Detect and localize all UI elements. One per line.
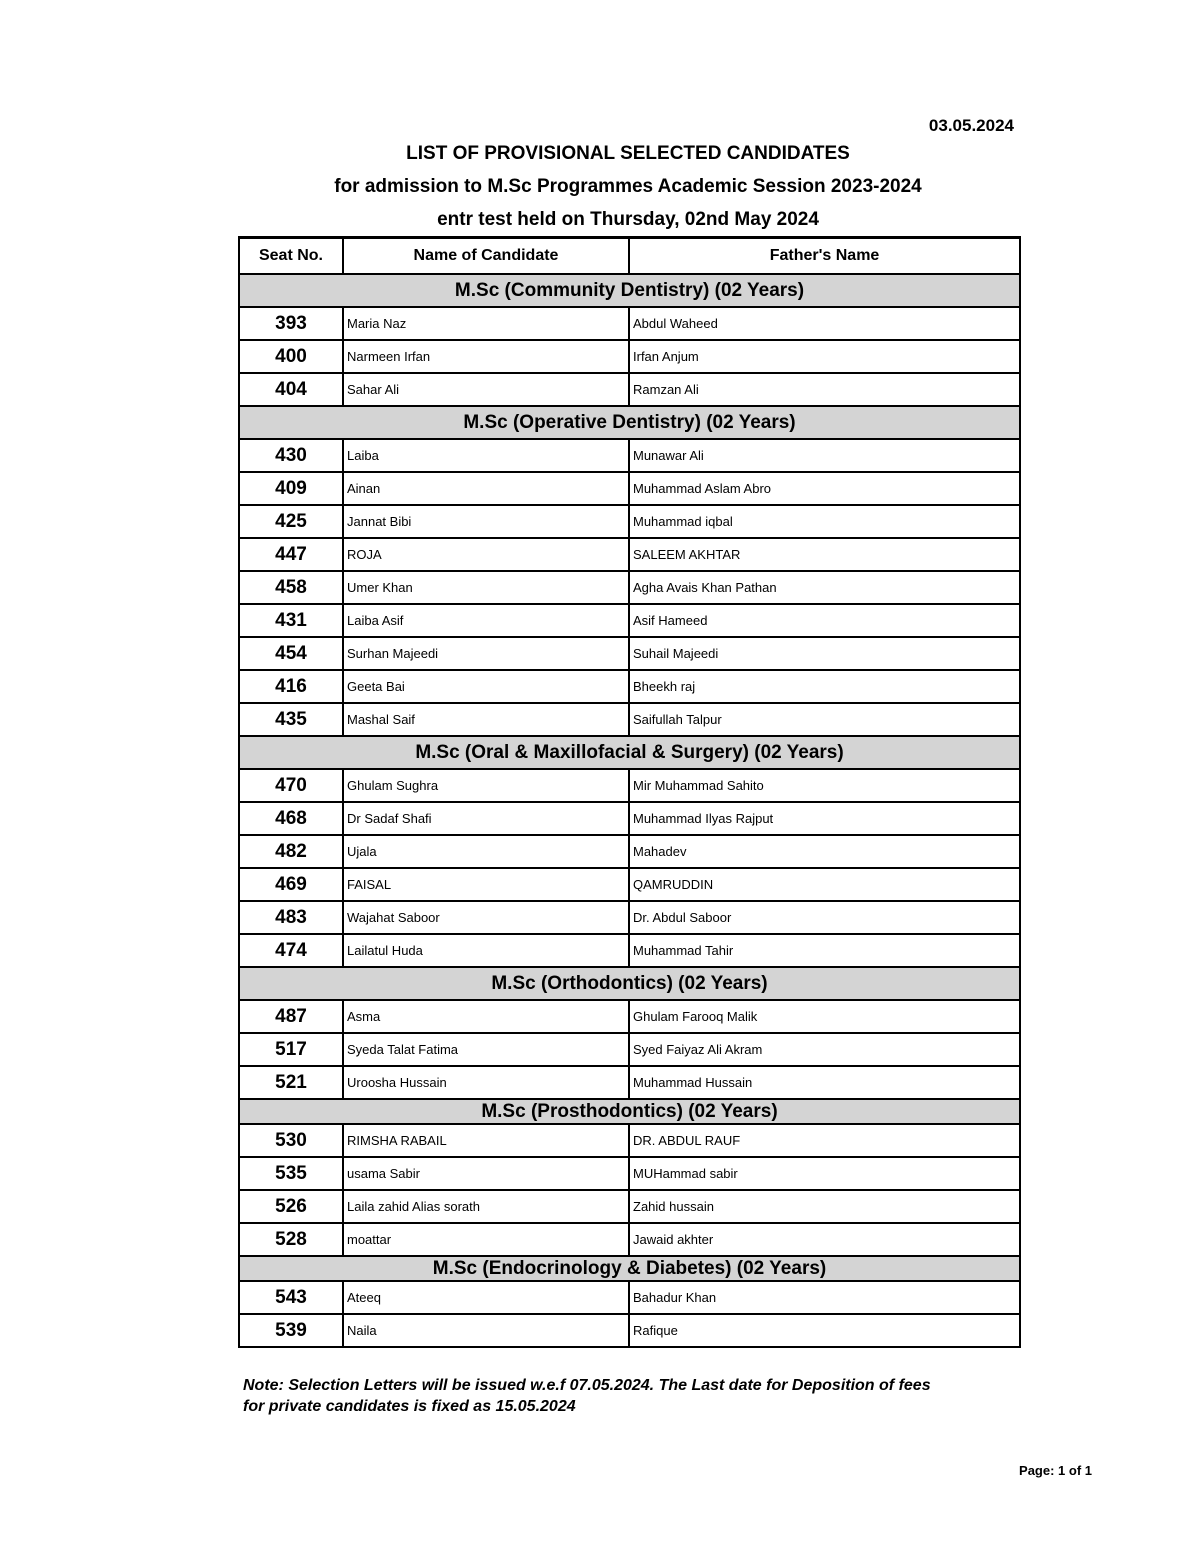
father-name-cell: Zahid hussain <box>629 1190 1020 1223</box>
candidate-name-cell: Syeda Talat Fatima <box>343 1033 629 1066</box>
seat-number-cell: 487 <box>239 1000 343 1033</box>
table-row <box>239 1000 1020 1033</box>
seat-number-cell: 430 <box>239 439 343 472</box>
table-row <box>239 505 1020 538</box>
candidate-name-cell: Jannat Bibi <box>343 505 629 538</box>
candidate-name-cell: Uroosha Hussain <box>343 1066 629 1099</box>
table-row <box>239 1281 1020 1314</box>
seat-number-cell: 470 <box>239 769 343 802</box>
father-name-cell: Dr. Abdul Saboor <box>629 901 1020 934</box>
seat-number-cell: 483 <box>239 901 343 934</box>
father-name-cell: Mahadev <box>629 835 1020 868</box>
father-name-cell: Agha Avais Khan Pathan <box>629 571 1020 604</box>
table-row <box>239 1157 1020 1190</box>
table-row <box>239 1033 1020 1066</box>
father-name-cell: Rafique <box>629 1314 1020 1347</box>
seat-number-cell: 535 <box>239 1157 343 1190</box>
candidate-name-cell: Umer Khan <box>343 571 629 604</box>
table-row <box>239 934 1020 967</box>
candidate-name-cell: Ghulam Sughra <box>343 769 629 802</box>
seat-number-cell: 447 <box>239 538 343 571</box>
father-name-cell: Muhammad iqbal <box>629 505 1020 538</box>
father-name-cell: Muhammad Hussain <box>629 1066 1020 1099</box>
table-row <box>239 901 1020 934</box>
column-header-seat-no: Seat No. <box>239 238 343 275</box>
father-name-cell: Munawar Ali <box>629 439 1020 472</box>
seat-number-cell: 539 <box>239 1314 343 1347</box>
seat-number-cell: 409 <box>239 472 343 505</box>
seat-number-cell: 474 <box>239 934 343 967</box>
table-header-row <box>239 238 1020 275</box>
table-row <box>239 670 1020 703</box>
program-section-title: M.Sc (Operative Dentistry) (02 Years) <box>239 406 1020 439</box>
seat-number-cell: 435 <box>239 703 343 736</box>
program-section-title: M.Sc (Community Dentistry) (02 Years) <box>239 274 1020 307</box>
table-row <box>239 571 1020 604</box>
seat-number-cell: 404 <box>239 373 343 406</box>
table-row <box>239 472 1020 505</box>
candidate-name-cell: Naila <box>343 1314 629 1347</box>
candidate-name-cell: Mashal Saif <box>343 703 629 736</box>
father-name-cell: Syed Faiyaz Ali Akram <box>629 1033 1020 1066</box>
seat-number-cell: 393 <box>239 307 343 340</box>
seat-number-cell: 458 <box>239 571 343 604</box>
table-row <box>239 802 1020 835</box>
document-title: LIST OF PROVISIONAL SELECTED CANDIDATES <box>406 143 850 164</box>
candidate-name-cell: Geeta Bai <box>343 670 629 703</box>
candidate-name-cell: Maria Naz <box>343 307 629 340</box>
seat-number-cell: 400 <box>239 340 343 373</box>
candidate-name-cell: FAISAL <box>343 868 629 901</box>
table-row <box>239 1223 1020 1256</box>
seat-number-cell: 543 <box>239 1281 343 1314</box>
father-name-cell: Mir Muhammad Sahito <box>629 769 1020 802</box>
father-name-cell: MUHammad sabir <box>629 1157 1020 1190</box>
father-name-cell: Bahadur Khan <box>629 1281 1020 1314</box>
table-row <box>239 340 1020 373</box>
page-number: Page: 1 of 1 <box>1019 1463 1092 1478</box>
note-line-1: Note: Selection Letters will be issued w.e.f 07.05.2024. The Last date for Deposition of fees <box>243 1377 931 1394</box>
father-name-cell: Ramzan Ali <box>629 373 1020 406</box>
seat-number-cell: 454 <box>239 637 343 670</box>
candidate-name-cell: RIMSHA RABAIL <box>343 1124 629 1157</box>
candidate-name-cell: Dr Sadaf Shafi <box>343 802 629 835</box>
seat-number-cell: 526 <box>239 1190 343 1223</box>
seat-number-cell: 521 <box>239 1066 343 1099</box>
father-name-cell: Ghulam Farooq Malik <box>629 1000 1020 1033</box>
father-name-cell: Saifullah Talpur <box>629 703 1020 736</box>
table-row <box>239 835 1020 868</box>
father-name-cell: QAMRUDDIN <box>629 868 1020 901</box>
candidate-name-cell: Laiba Asif <box>343 604 629 637</box>
candidates-table <box>238 236 1021 1348</box>
father-name-cell: DR. ABDUL RAUF <box>629 1124 1020 1157</box>
candidates-table-body <box>239 238 1020 1348</box>
program-section-title: M.Sc (Endocrinology & Diabetes) (02 Years) <box>239 1256 1020 1281</box>
program-section-row <box>239 736 1020 769</box>
candidate-name-cell: Ujala <box>343 835 629 868</box>
candidate-name-cell: Asma <box>343 1000 629 1033</box>
table-row <box>239 1124 1020 1157</box>
table-row <box>239 703 1020 736</box>
program-section-row <box>239 274 1020 307</box>
test-date-line: entr test held on Thursday, 02nd May 2024 <box>437 209 819 230</box>
note-line-2: for private candidates is fixed as 15.05.2024 <box>243 1398 576 1415</box>
father-name-cell: Asif Hameed <box>629 604 1020 637</box>
table-row <box>239 373 1020 406</box>
table-row <box>239 868 1020 901</box>
seat-number-cell: 528 <box>239 1223 343 1256</box>
father-name-cell: Irfan Anjum <box>629 340 1020 373</box>
candidate-name-cell: moattar <box>343 1223 629 1256</box>
column-header-father-name: Father's Name <box>629 238 1020 275</box>
candidate-name-cell: Wajahat Saboor <box>343 901 629 934</box>
seat-number-cell: 431 <box>239 604 343 637</box>
program-section-row <box>239 406 1020 439</box>
table-row <box>239 439 1020 472</box>
father-name-cell: Muhammad Tahir <box>629 934 1020 967</box>
seat-number-cell: 468 <box>239 802 343 835</box>
table-row <box>239 604 1020 637</box>
candidate-name-cell: Lailatul Huda <box>343 934 629 967</box>
candidate-name-cell: usama Sabir <box>343 1157 629 1190</box>
table-row <box>239 637 1020 670</box>
seat-number-cell: 425 <box>239 505 343 538</box>
selection-note <box>243 1375 1023 1417</box>
candidate-name-cell: Laiba <box>343 439 629 472</box>
seat-number-cell: 469 <box>239 868 343 901</box>
candidate-name-cell: Laila zahid Alias sorath <box>343 1190 629 1223</box>
document-subtitle: for admission to M.Sc Programmes Academic Session 2023-2024 <box>334 176 922 197</box>
candidate-name-cell: Sahar Ali <box>343 373 629 406</box>
father-name-cell: Suhail Majeedi <box>629 637 1020 670</box>
program-section-title: M.Sc (Orthodontics) (02 Years) <box>239 967 1020 1000</box>
table-row <box>239 307 1020 340</box>
candidate-name-cell: Ateeq <box>343 1281 629 1314</box>
father-name-cell: SALEEM AKHTAR <box>629 538 1020 571</box>
program-section-row <box>239 1256 1020 1281</box>
father-name-cell: Bheekh raj <box>629 670 1020 703</box>
seat-number-cell: 530 <box>239 1124 343 1157</box>
father-name-cell: Muhammad Ilyas Rajput <box>629 802 1020 835</box>
table-row <box>239 1190 1020 1223</box>
seat-number-cell: 482 <box>239 835 343 868</box>
candidate-name-cell: Ainan <box>343 472 629 505</box>
table-row <box>239 769 1020 802</box>
program-section-row <box>239 1099 1020 1124</box>
program-section-title: M.Sc (Prosthodontics) (02 Years) <box>239 1099 1020 1124</box>
document-date: 03.05.2024 <box>928 116 1014 135</box>
program-section-title: M.Sc (Oral & Maxillofacial & Surgery) (02 Years) <box>239 736 1020 769</box>
father-name-cell: Jawaid akhter <box>629 1223 1020 1256</box>
father-name-cell: Abdul Waheed <box>629 307 1020 340</box>
table-row <box>239 538 1020 571</box>
table-row <box>239 1314 1020 1347</box>
table-row <box>239 1066 1020 1099</box>
column-header-candidate-name: Name of Candidate <box>343 238 629 275</box>
candidate-name-cell: Narmeen Irfan <box>343 340 629 373</box>
candidate-name-cell: ROJA <box>343 538 629 571</box>
seat-number-cell: 416 <box>239 670 343 703</box>
candidate-name-cell: Surhan Majeedi <box>343 637 629 670</box>
seat-number-cell: 517 <box>239 1033 343 1066</box>
father-name-cell: Muhammad Aslam Abro <box>629 472 1020 505</box>
program-section-row <box>239 967 1020 1000</box>
